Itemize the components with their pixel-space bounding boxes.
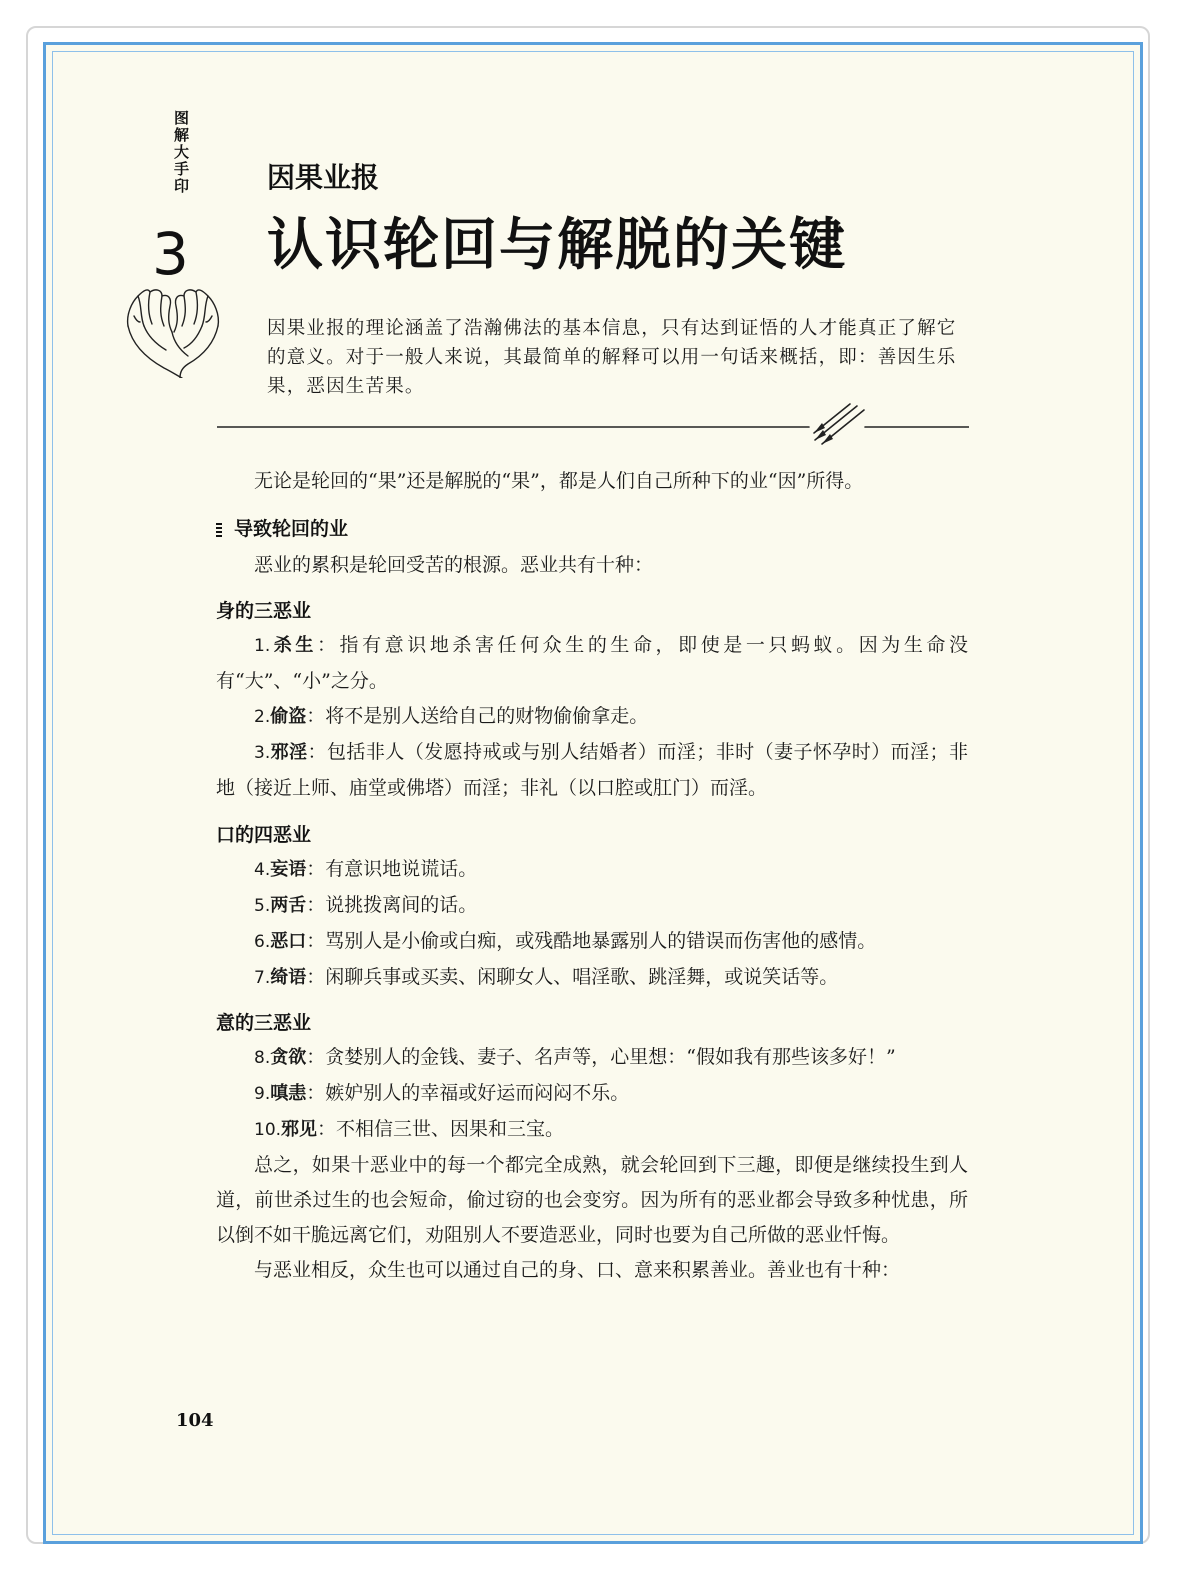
section-title: 导致轮回的业 (234, 518, 349, 540)
list-item: 6.恶口：骂别人是小偷或白痴，或残酷地暴露别人的错误而伤害他的感情。 (254, 930, 877, 952)
list-item: 9.嗔恚：嫉妒别人的幸福或好运而闷闷不乐。 (254, 1082, 630, 1104)
list-item: 3.邪淫：包括非人（发愿持戒或与别人结婚者）而淫；非时（妻子怀孕时）而淫；非地（接近上师、庙堂或佛塔）而淫；非礼（以口腔或肛门）而淫。 (216, 741, 968, 799)
group-heading: 口的四恶业 (216, 824, 312, 846)
page-number: 104 (176, 1410, 214, 1431)
group-heading: 身的三恶业 (216, 600, 312, 622)
book-title-vertical: 图解大手印 (172, 110, 190, 195)
praying-hands-icon (118, 286, 228, 378)
section-intro: 恶业的累积是轮回受苦的根源。恶业共有十种： (254, 554, 654, 576)
section-marker-icon (216, 521, 222, 537)
chapter-subtitle: 因果业报 (267, 161, 380, 194)
list-item: 1.杀生：指有意识地杀害任何众生的生命，即使是一只蚂蚁。因为生命没有“大”、“小”之分。 (216, 634, 968, 692)
list-item: 2.偷盗：将不是别人送给自己的财物偷偷拿走。 (254, 705, 649, 727)
intro-paragraph: 因果业报的理论涵盖了浩瀚佛法的基本信息，只有达到证悟的人才能真正了解它的意义。对于一般人来说，其最简单的解释可以用一句话来概括，即：善因生乐果，恶因生苦果。 (267, 318, 957, 397)
arrow-divider-icon (217, 400, 969, 446)
list-item: 10.邪见：不相信三世、因果和三宝。 (254, 1118, 565, 1140)
lead-paragraph: 无论是轮回的“果”还是解脱的“果”，都是人们自己所种下的业“因”所得。 (254, 470, 864, 492)
list-item: 5.两舌：说挑拨离间的话。 (254, 894, 478, 916)
list-item: 7.绮语：闲聊兵事或买卖、闲聊女人、唱淫歌、跳淫舞，或说笑话等。 (254, 966, 839, 988)
conclusion-paragraph: 总之，如果十恶业中的每一个都完全成熟，就会轮回到下三趣，即便是继续投生到人道，前世杀过生的也会短命，偷过窃的也会变穷。因为所有的恶业都会导致多种忧患，所以倒不如干脆远离它们，劝阻别人不要造恶业，同时也要为自己所做的恶业忏悔。 (216, 1154, 968, 1246)
closing-paragraph: 与恶业相反，众生也可以通过自己的身、口、意来积累善业。善业也有十种： (254, 1259, 901, 1281)
chapter-number: 3 (152, 220, 189, 288)
section-heading (216, 514, 968, 544)
list-item: 4.妄语：有意识地说谎话。 (254, 858, 478, 880)
page-title: 认识轮回与解脱的关键 (267, 213, 847, 278)
group-heading: 意的三恶业 (216, 1012, 312, 1034)
list-item: 8.贪欲：贪婪别人的金钱、妻子、名声等，心里想：“假如我有那些该多好！” (254, 1046, 896, 1068)
